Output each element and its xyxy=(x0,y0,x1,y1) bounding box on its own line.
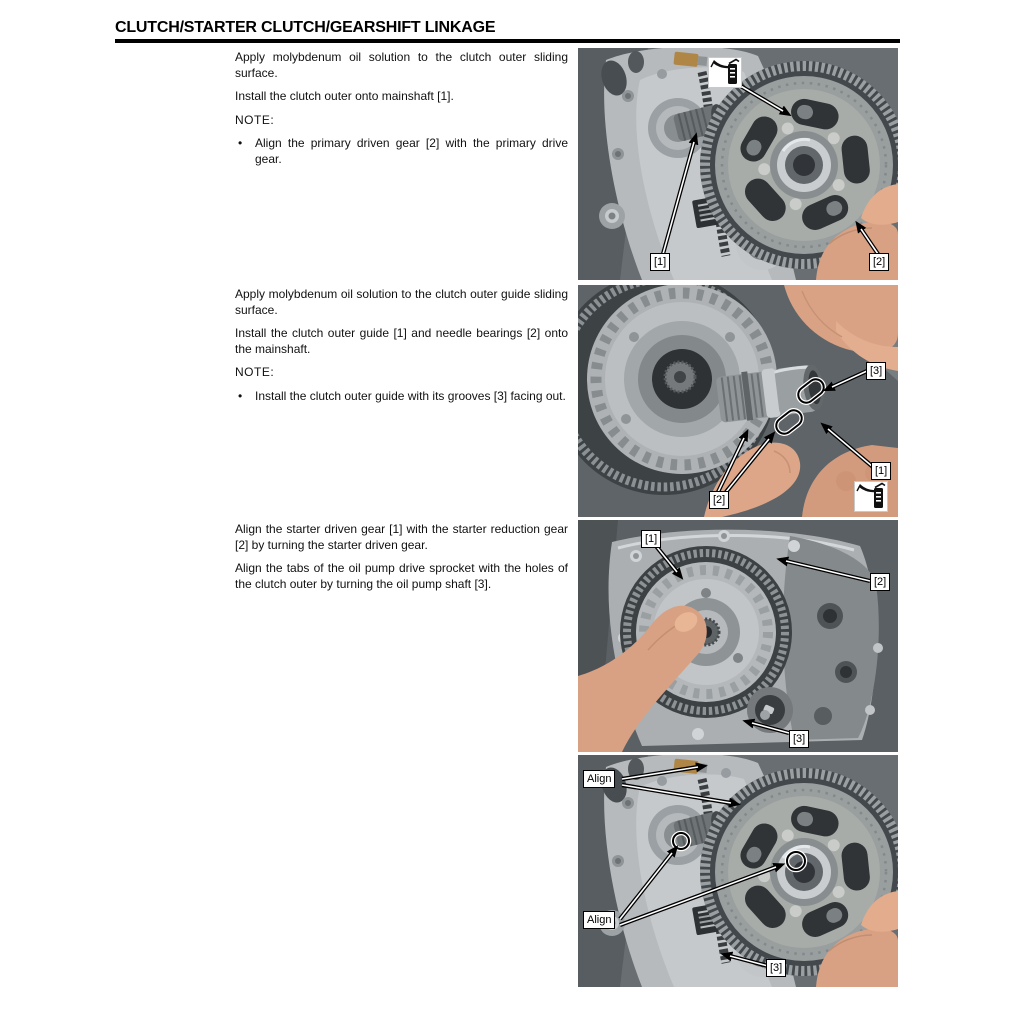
instruction-block-2 xyxy=(235,287,568,404)
paragraph: Apply molybdenum oil solution to the clutch outer sliding surface. xyxy=(235,50,568,80)
callout-align-top: Align xyxy=(583,770,615,788)
figure-clutch-outer-install xyxy=(578,48,898,280)
callout-align-bottom: Align xyxy=(583,911,615,929)
bullet-marker: • xyxy=(238,388,243,403)
bullet-text: Align the primary driven gear [2] with the primary drive gear. xyxy=(255,136,568,166)
figure-outer-guide-install xyxy=(578,285,898,517)
callout-2: [2] xyxy=(709,491,729,509)
paragraph: Install the clutch outer onto mainshaft [1]. xyxy=(235,89,454,103)
callout-3: [3] xyxy=(866,362,886,380)
molybdenum-oil-icon xyxy=(854,481,888,512)
engine-photo xyxy=(578,520,898,752)
bullet-text: Install the clutch outer guide with its grooves [3] facing out. xyxy=(255,388,566,403)
engine-photo xyxy=(578,755,898,987)
callout-3: [3] xyxy=(789,730,809,748)
engine-photo xyxy=(578,285,898,517)
note-bullet xyxy=(235,136,568,167)
note-bullet xyxy=(235,389,568,405)
figure-oil-pump-align xyxy=(578,755,898,987)
paragraph: Install the clutch outer guide [1] and needle bearings [2] onto the mainshaft. xyxy=(235,326,568,356)
figure-starter-gear-align xyxy=(578,520,898,752)
callout-2: [2] xyxy=(869,253,889,271)
title-rule xyxy=(115,39,900,43)
callout-1: [1] xyxy=(641,530,661,548)
note-label: NOTE: xyxy=(235,112,275,127)
callout-1: [1] xyxy=(650,253,670,271)
instruction-block-1 xyxy=(235,50,568,167)
bullet-marker: • xyxy=(238,136,243,150)
molybdenum-oil-icon xyxy=(708,57,742,88)
callout-2: [2] xyxy=(870,573,890,591)
callout-1: [1] xyxy=(871,462,891,480)
note-label: NOTE: xyxy=(235,365,275,379)
page-title: CLUTCH/STARTER CLUTCH/GEARSHIFT LINKAGE xyxy=(115,19,496,36)
paragraph: Align the tabs of the oil pump drive sprocket with the holes of the clutch outer by turning the oil pump shaft [3]. xyxy=(235,561,568,591)
paragraph: Apply molybdenum oil solution to the clutch outer guide sliding surface. xyxy=(235,287,568,317)
callout-3: [3] xyxy=(766,959,786,977)
paragraph: Align the starter driven gear [1] with the starter reduction gear [2] by turning the starter driven gear. xyxy=(235,522,568,552)
instruction-block-3 xyxy=(235,522,568,600)
